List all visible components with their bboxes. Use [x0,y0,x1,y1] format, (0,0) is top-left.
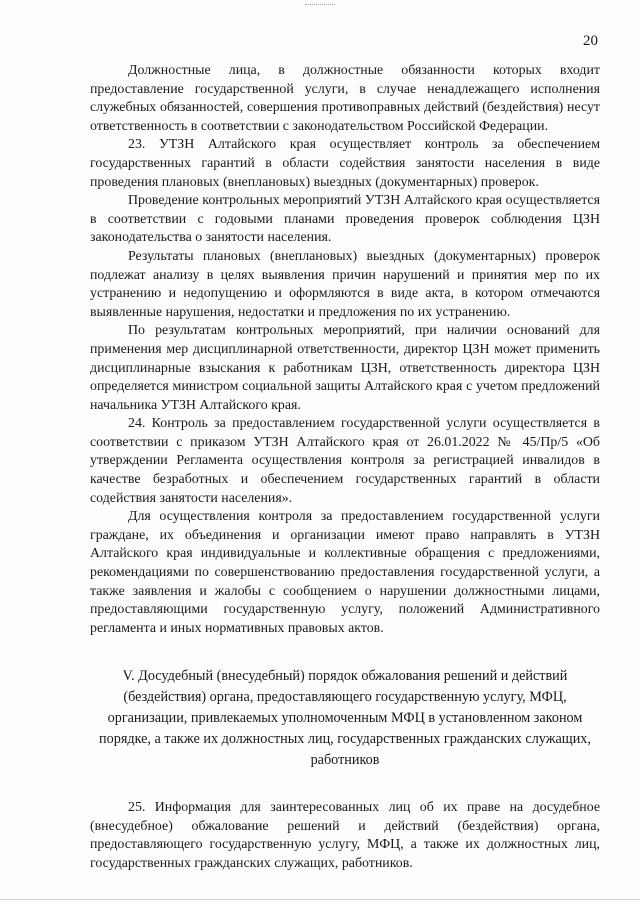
section-heading [90,666,600,771]
paragraph-responsibility: Должностные лица, в должностные обязанности которых входит предоставление государственной услуги, в случае ненадлежащего исполнения служебных обязанностей, совершения противоправных действий (бездействия) несут ответственность в соответствии с законодательством Российской Федерации. [90,63,600,134]
section-heading-text: V. Досудебный (внесудебный) порядок обжалования решений и действий (бездействия) органа, предоставляющего государственную услугу, МФЦ, организации, привлекаемых уполномоченным МФЦ в установленном законом порядке, а также их должностных лиц, государственных гражданских служащих, работников [99,668,591,768]
scan-artifact [305,4,335,7]
paragraph-citizen-appeals: Для осуществления контроля за предоставлением государственной услуги граждане, их объединения и организации имеют право направлять в УТЗН Алтайского края индивидуальные и коллективные обращения с предложениями, рекомендациями по совершенствованию предоставления государственной услуги, а также заявления и жалобы с сообщением о нарушении должностными лицами, предоставляющими государственную услугу, положений Административного регламента и иных нормативных правовых актов. [90,509,600,636]
paragraph-24: 24. Контроль за предоставлением государственной услуги осуществляется в соответствии с приказом УТЗН Алтайского края от 26.01.2022 № 45/Пр/5 «Об утверждении Регламента осуществления контроля за регистрацией инвалидов в качестве безработных и обеспечением государственных гарантий в области содействия занятости населения». [90,416,600,506]
body-text [90,62,600,638]
paragraph-inspections: Проведение контрольных мероприятий УТЗН Алтайского края осуществляется в соответствии с годовыми планами проведения проверок соблюдения ЦЗН законодательства о занятости населения. [90,193,600,246]
paragraph-disciplinary: По результатам контрольных мероприятий, при наличии оснований для применения мер дисциплинарной ответственности, директор ЦЗН может применить дисциплинарные взыскания к работникам ЦЗН, ответственность директора ЦЗН определяется министром социальной защиты Алтайского края с учетом предложений начальника УТЗН Алтайского края. [90,323,600,413]
paragraph-results: Результаты плановых (внеплановых) выездных (документарных) проверок подлежат анализу в целях выявления причин нарушений и принятия мер по их устранению и недопущению и оформляются в виде акта, в котором отмечаются выявленные нарушения, недостатки и предложения по их устранению. [90,248,600,320]
scan-bottom-edge [0,899,640,900]
closing-text [90,799,600,873]
paragraph-25: 25. Информация для заинтересованных лиц об их праве на досудебное (внесудебное) обжалование решений и действий (бездействия) органа, предоставляющего государственную услугу, МФЦ, а также их должностных лиц, государственных гражданских служащих, работников. [90,800,600,871]
paragraph-23: 23. УТЗН Алтайского края осуществляет контроль за обеспечением государственных гарантий в области содействия занятости населения в виде проведения плановых (внеплановых) выездных (документарных) проверок. [90,137,600,190]
page-number: 20 [583,33,598,49]
